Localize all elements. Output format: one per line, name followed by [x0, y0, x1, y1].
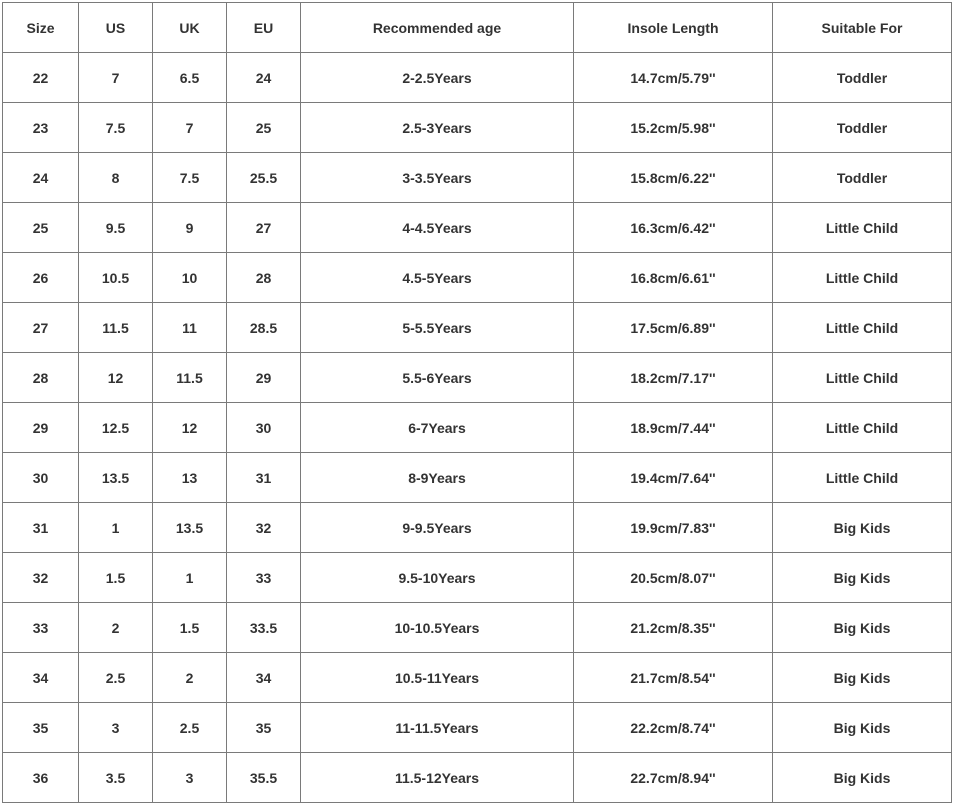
- cell-recommended-age: 9-9.5Years: [301, 503, 574, 553]
- cell-uk: 7.5: [153, 153, 227, 203]
- table-row: [3, 753, 952, 803]
- cell-size: 27: [3, 303, 79, 353]
- cell-uk: 3: [153, 753, 227, 803]
- cell-eu: 24: [227, 53, 301, 103]
- cell-suitable-for: Big Kids: [773, 503, 952, 553]
- cell-insole-length: 16.8cm/6.61'': [574, 253, 773, 303]
- cell-us: 2: [79, 603, 153, 653]
- header-us: US: [79, 3, 153, 53]
- cell-size: 36: [3, 753, 79, 803]
- cell-us: 2.5: [79, 653, 153, 703]
- cell-us: 13.5: [79, 453, 153, 503]
- table-row: [3, 553, 952, 603]
- cell-size: 26: [3, 253, 79, 303]
- table-header-row: [3, 3, 952, 53]
- cell-uk: 2.5: [153, 703, 227, 753]
- cell-suitable-for: Little Child: [773, 203, 952, 253]
- cell-us: 3.5: [79, 753, 153, 803]
- table-row: [3, 203, 952, 253]
- cell-recommended-age: 4-4.5Years: [301, 203, 574, 253]
- cell-us: 7: [79, 53, 153, 103]
- cell-suitable-for: Big Kids: [773, 653, 952, 703]
- cell-insole-length: 15.8cm/6.22'': [574, 153, 773, 203]
- cell-insole-length: 18.9cm/7.44'': [574, 403, 773, 453]
- cell-recommended-age: 4.5-5Years: [301, 253, 574, 303]
- cell-insole-length: 15.2cm/5.98'': [574, 103, 773, 153]
- cell-uk: 10: [153, 253, 227, 303]
- cell-suitable-for: Big Kids: [773, 603, 952, 653]
- cell-size: 34: [3, 653, 79, 703]
- table-row: [3, 403, 952, 453]
- header-insole-length: Insole Length: [574, 3, 773, 53]
- table-row: [3, 453, 952, 503]
- cell-uk: 7: [153, 103, 227, 153]
- cell-eu: 28.5: [227, 303, 301, 353]
- size-chart-table: [2, 2, 952, 803]
- cell-suitable-for: Big Kids: [773, 553, 952, 603]
- table-row: [3, 503, 952, 553]
- cell-size: 35: [3, 703, 79, 753]
- cell-us: 7.5: [79, 103, 153, 153]
- cell-insole-length: 19.4cm/7.64'': [574, 453, 773, 503]
- cell-suitable-for: Toddler: [773, 103, 952, 153]
- cell-suitable-for: Little Child: [773, 453, 952, 503]
- cell-insole-length: 14.7cm/5.79'': [574, 53, 773, 103]
- header-recommended-age: Recommended age: [301, 3, 574, 53]
- cell-suitable-for: Toddler: [773, 153, 952, 203]
- cell-suitable-for: Little Child: [773, 403, 952, 453]
- cell-insole-length: 21.2cm/8.35'': [574, 603, 773, 653]
- cell-size: 22: [3, 53, 79, 103]
- cell-size: 25: [3, 203, 79, 253]
- cell-us: 8: [79, 153, 153, 203]
- cell-suitable-for: Little Child: [773, 353, 952, 403]
- cell-uk: 13: [153, 453, 227, 503]
- cell-uk: 13.5: [153, 503, 227, 553]
- cell-eu: 33: [227, 553, 301, 603]
- cell-us: 1: [79, 503, 153, 553]
- table-row: [3, 303, 952, 353]
- cell-uk: 1: [153, 553, 227, 603]
- cell-size: 31: [3, 503, 79, 553]
- cell-size: 29: [3, 403, 79, 453]
- cell-recommended-age: 9.5-10Years: [301, 553, 574, 603]
- cell-uk: 12: [153, 403, 227, 453]
- cell-eu: 30: [227, 403, 301, 453]
- cell-eu: 34: [227, 653, 301, 703]
- table-row: [3, 653, 952, 703]
- cell-size: 23: [3, 103, 79, 153]
- cell-eu: 35: [227, 703, 301, 753]
- cell-suitable-for: Little Child: [773, 253, 952, 303]
- cell-uk: 2: [153, 653, 227, 703]
- header-eu: EU: [227, 3, 301, 53]
- header-size: Size: [3, 3, 79, 53]
- cell-insole-length: 21.7cm/8.54'': [574, 653, 773, 703]
- cell-recommended-age: 8-9Years: [301, 453, 574, 503]
- table-row: [3, 103, 952, 153]
- cell-insole-length: 22.7cm/8.94'': [574, 753, 773, 803]
- cell-recommended-age: 10-10.5Years: [301, 603, 574, 653]
- cell-us: 12: [79, 353, 153, 403]
- cell-eu: 32: [227, 503, 301, 553]
- cell-suitable-for: Little Child: [773, 303, 952, 353]
- table-row: [3, 253, 952, 303]
- cell-recommended-age: 5.5-6Years: [301, 353, 574, 403]
- cell-size: 24: [3, 153, 79, 203]
- cell-us: 11.5: [79, 303, 153, 353]
- cell-size: 32: [3, 553, 79, 603]
- cell-insole-length: 18.2cm/7.17'': [574, 353, 773, 403]
- cell-uk: 11.5: [153, 353, 227, 403]
- cell-insole-length: 19.9cm/7.83'': [574, 503, 773, 553]
- cell-insole-length: 17.5cm/6.89'': [574, 303, 773, 353]
- cell-us: 10.5: [79, 253, 153, 303]
- table-row: [3, 703, 952, 753]
- cell-eu: 25: [227, 103, 301, 153]
- cell-uk: 11: [153, 303, 227, 353]
- table-row: [3, 353, 952, 403]
- cell-recommended-age: 5-5.5Years: [301, 303, 574, 353]
- cell-us: 1.5: [79, 553, 153, 603]
- cell-eu: 31: [227, 453, 301, 503]
- cell-recommended-age: 11.5-12Years: [301, 753, 574, 803]
- cell-suitable-for: Toddler: [773, 53, 952, 103]
- table-row: [3, 153, 952, 203]
- header-uk: UK: [153, 3, 227, 53]
- cell-recommended-age: 3-3.5Years: [301, 153, 574, 203]
- cell-recommended-age: 11-11.5Years: [301, 703, 574, 753]
- table-body: [3, 53, 952, 803]
- cell-insole-length: 20.5cm/8.07'': [574, 553, 773, 603]
- cell-uk: 9: [153, 203, 227, 253]
- cell-eu: 28: [227, 253, 301, 303]
- cell-recommended-age: 6-7Years: [301, 403, 574, 453]
- table-row: [3, 53, 952, 103]
- cell-size: 33: [3, 603, 79, 653]
- cell-eu: 27: [227, 203, 301, 253]
- cell-eu: 33.5: [227, 603, 301, 653]
- cell-suitable-for: Big Kids: [773, 753, 952, 803]
- cell-insole-length: 16.3cm/6.42'': [574, 203, 773, 253]
- table-row: [3, 603, 952, 653]
- cell-suitable-for: Big Kids: [773, 703, 952, 753]
- cell-recommended-age: 2.5-3Years: [301, 103, 574, 153]
- cell-eu: 29: [227, 353, 301, 403]
- cell-size: 28: [3, 353, 79, 403]
- cell-recommended-age: 10.5-11Years: [301, 653, 574, 703]
- cell-eu: 35.5: [227, 753, 301, 803]
- cell-us: 9.5: [79, 203, 153, 253]
- cell-us: 12.5: [79, 403, 153, 453]
- cell-uk: 1.5: [153, 603, 227, 653]
- cell-recommended-age: 2-2.5Years: [301, 53, 574, 103]
- cell-uk: 6.5: [153, 53, 227, 103]
- header-suitable-for: Suitable For: [773, 3, 952, 53]
- cell-insole-length: 22.2cm/8.74'': [574, 703, 773, 753]
- cell-eu: 25.5: [227, 153, 301, 203]
- cell-size: 30: [3, 453, 79, 503]
- cell-us: 3: [79, 703, 153, 753]
